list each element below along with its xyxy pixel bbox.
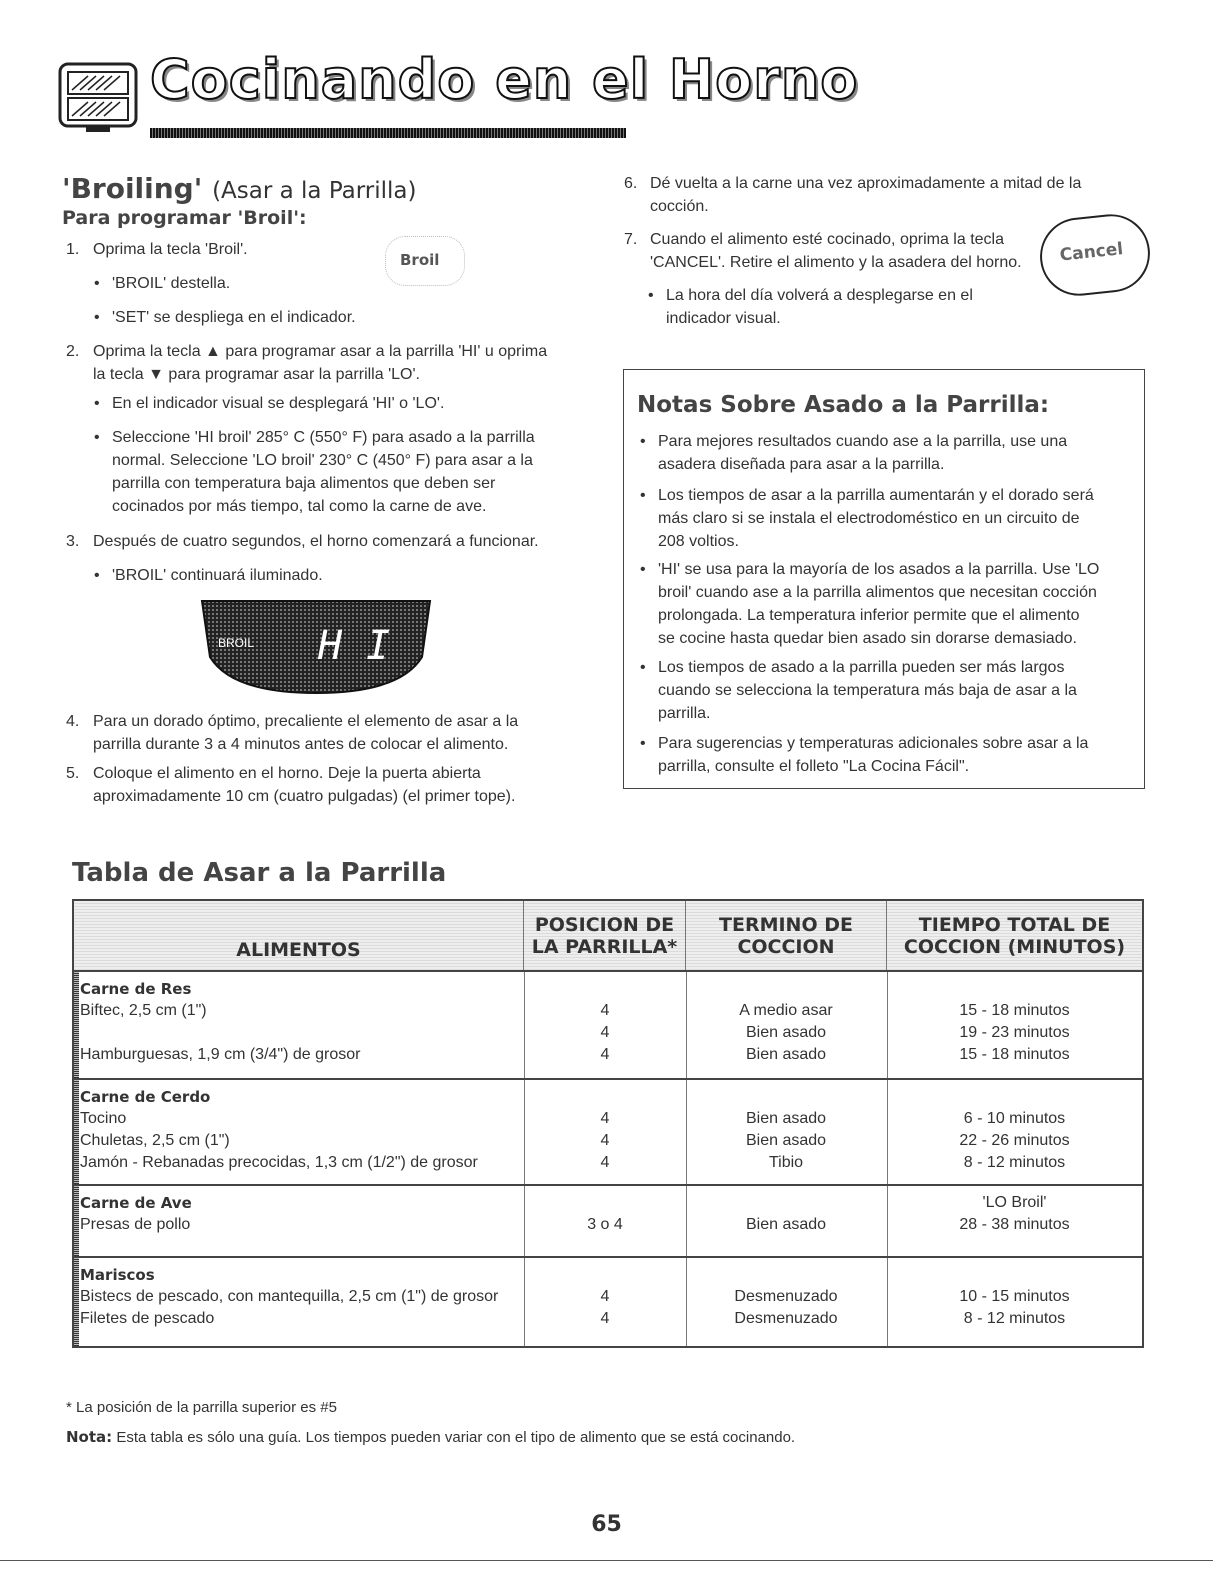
- cell-position: 4: [600, 1002, 610, 1019]
- note-4: • Los tiempos de asado a la parrilla pueden ser más largos cuando se selecciona la temperatura más baja de asar a la parrilla.: [658, 656, 1077, 725]
- broil-display-label: BROIL: [218, 636, 255, 650]
- cell-time: 8 - 12 minutos: [963, 1154, 1066, 1171]
- cell-food: Chuletas, 2,5 cm (1"): [80, 1132, 230, 1149]
- cell-position: 4: [600, 1154, 610, 1171]
- table-footnote: * La posición de la parrilla superior es #5: [66, 1399, 337, 1416]
- table-group-header: [74, 1264, 1142, 1286]
- cell-time: 10 - 15 minutos: [959, 1288, 1070, 1305]
- cell-time: 6 - 10 minutos: [963, 1110, 1066, 1127]
- oven-icon: [58, 62, 138, 134]
- page-bottom-rule: [0, 1560, 1213, 1561]
- table-group: [74, 972, 1142, 1080]
- step-1-bullet-1: • 'BROIL' destella.: [112, 272, 230, 295]
- cancel-key-label: Cancel: [1058, 239, 1125, 266]
- cell-position: 4: [600, 1288, 610, 1305]
- table-group-header: [74, 1086, 1142, 1108]
- cell-time: 19 - 23 minutos: [959, 1024, 1070, 1041]
- cell-doneness: Bien asado: [745, 1024, 827, 1041]
- cell-doneness: Bien asado: [745, 1110, 827, 1127]
- table-group: [74, 1186, 1142, 1258]
- table-header: [74, 901, 1142, 972]
- note-1: • Para mejores resultados cuando ase a la parrilla, use una asadera diseñada para asar a la parrilla.: [658, 430, 1067, 476]
- cell-food: Tocino: [80, 1110, 127, 1127]
- cell-time: 28 - 38 minutos: [959, 1216, 1070, 1233]
- step-1-text: Oprima la tecla 'Broil'.: [93, 241, 248, 258]
- group-name: Carne de Res: [80, 980, 192, 998]
- table-title: Tabla de Asar a la Parrilla: [72, 858, 447, 888]
- notes-box: [623, 369, 1145, 789]
- step-3-text: Después de cuatro segundos, el horno comenzará a funcionar.: [93, 533, 539, 550]
- page-title: Cocinando en el Horno: [150, 48, 859, 111]
- group-name: Carne de Cerdo: [80, 1088, 211, 1106]
- group-name: Carne de Ave: [80, 1194, 192, 1212]
- table-group: [74, 1258, 1142, 1346]
- cell-doneness: Bien asado: [745, 1046, 827, 1063]
- cell-position: 4: [600, 1110, 610, 1127]
- header-position: POSICION DE LA PARRILLA*: [524, 901, 686, 970]
- table-group-header: [74, 978, 1142, 1000]
- table-group-header: [74, 1192, 1142, 1214]
- broil-display-value: H I: [318, 623, 391, 669]
- table-row: [74, 1130, 1142, 1152]
- table-row: [74, 1044, 1142, 1066]
- cell-time: 22 - 26 minutos: [959, 1132, 1070, 1149]
- step-7-number: 7.: [624, 231, 638, 248]
- step-6-text: Dé vuelta a la carne una vez aproximadamente a mitad de la cocción.: [650, 175, 1082, 215]
- cell-position: 4: [600, 1046, 610, 1063]
- cell-doneness: Desmenuzado: [734, 1310, 838, 1327]
- table-body: [74, 972, 1142, 1346]
- broiling-title-sub: (Asar a la Parrilla): [212, 178, 417, 204]
- cell-food: Presas de pollo: [80, 1216, 191, 1233]
- cell-position: 4: [600, 1024, 610, 1041]
- step-2-bullet-1: • En el indicador visual se desplegará 'HI' o 'LO'.: [112, 392, 444, 415]
- step-5-text: Coloque el alimento en el horno. Deje la puerta abierta aproximadamente 10 cm (cuatro pulgadas) (el primer tope).: [93, 765, 516, 805]
- cell-time: 15 - 18 minutos: [959, 1046, 1070, 1063]
- notes-title: Notas Sobre Asado a la Parrilla:: [637, 392, 1050, 418]
- note-5: • Para sugerencias y temperaturas adicionales sobre asar a la parrilla, consulte el folleto "La Cocina Fácil".: [658, 732, 1088, 778]
- cell-food: Filetes de pescado: [80, 1310, 215, 1327]
- cell-doneness: Bien asado: [745, 1132, 827, 1149]
- cell-food: Hamburguesas, 1,9 cm (3/4") de grosor: [80, 1046, 361, 1063]
- group-name: Mariscos: [80, 1266, 155, 1284]
- table-row: [74, 1000, 1142, 1022]
- step-2-number: 2.: [66, 343, 80, 360]
- broil-key: [385, 236, 465, 286]
- cell-food: Bistecs de pescado, con mantequilla, 2,5 cm (1") de grosor: [80, 1288, 499, 1305]
- header-doneness: TERMINO DE COCCION: [686, 901, 887, 970]
- cell-doneness: Tibio: [768, 1154, 804, 1171]
- table-note-label: Nota:: [66, 1428, 113, 1446]
- title-rule: [150, 128, 626, 138]
- cell-food: Biftec, 2,5 cm (1"): [80, 1002, 207, 1019]
- broil-key-label: Broil: [400, 251, 440, 269]
- broiling-heading: [62, 172, 417, 205]
- table-row: [74, 1286, 1142, 1308]
- broil-display-image: [200, 597, 432, 697]
- step-5-number: 5.: [66, 765, 80, 782]
- cell-food: Jamón - Rebanadas precocidas, 1,3 cm (1/2") de grosor: [80, 1154, 478, 1171]
- step-3-bullet-1: • 'BROIL' continuará iluminado.: [112, 564, 323, 587]
- table-row: [74, 1108, 1142, 1130]
- cell-doneness: A medio asar: [739, 1002, 833, 1019]
- table-note: [66, 1426, 795, 1449]
- step-1-bullet-2: • 'SET' se despliega en el indicador.: [112, 306, 356, 329]
- table-note-text: Esta tabla es sólo una guía. Los tiempos pueden variar con el tipo de alimento que se está cocinando.: [116, 1429, 796, 1446]
- table-row: [74, 1308, 1142, 1330]
- cell-position: 4: [600, 1132, 610, 1149]
- step-7-text: Cuando el alimento esté cocinado, oprima la tecla 'CANCEL'. Retire el alimento y la asadera del horno.: [650, 231, 1022, 271]
- page-number: 65: [591, 1512, 622, 1537]
- step-2-text: Oprima la tecla ▲ para programar asar a la parrilla 'HI' u oprima la tecla ▼ para programar asar la parrilla 'LO'.: [93, 343, 548, 383]
- cell-time: 15 - 18 minutos: [959, 1002, 1070, 1019]
- step-3-number: 3.: [66, 533, 80, 550]
- cell-doneness: Bien asado: [745, 1216, 827, 1233]
- step-4-text: Para un dorado óptimo, precaliente el elemento de asar a la parrilla durante 3 a 4 minutos antes de colocar el alimento.: [93, 713, 519, 753]
- step-2-bullet-2: • Seleccione 'HI broil' 285° C (550° F) para asado a la parrilla normal. Seleccione 'LO broil' 230° C (450° F) para asar a la parrilla con temperatura baja alimentos que deben ser cocinados por más tiempo, tal como la carne de ave.: [112, 426, 535, 518]
- step-4-number: 4.: [66, 713, 80, 730]
- step-7-bullet-1: • La hora del día volverá a desplegarse en el indicador visual.: [666, 284, 973, 330]
- table-row: [74, 1152, 1142, 1174]
- step-1-number: 1.: [66, 241, 80, 258]
- table-group: [74, 1080, 1142, 1186]
- table-row: [74, 1022, 1142, 1044]
- header-time: TIEMPO TOTAL DE COCCION (MINUTOS): [903, 913, 1126, 958]
- note-3: • 'HI' se usa para la mayoría de los asados a la parrilla. Use 'LO broil' cuando ase a la parrilla alimentos que necesitan cocción prolongada. La temperatura inferior permite que el alimento se cocine hasta quedar bien asado sin dorarse demasiado.: [658, 558, 1099, 650]
- cell-doneness: Desmenuzado: [734, 1288, 838, 1305]
- cancel-key: [1036, 210, 1154, 299]
- cell-position: 4: [600, 1310, 610, 1327]
- broil-program-subtitle: Para programar 'Broil':: [62, 207, 307, 229]
- header-food: ALIMENTOS: [74, 901, 524, 970]
- table-row: [74, 1214, 1142, 1236]
- cell-time: 8 - 12 minutos: [963, 1310, 1066, 1327]
- step-6-number: 6.: [624, 175, 638, 192]
- cell-position: 3 o 4: [587, 1216, 623, 1233]
- note-2: • Los tiempos de asar a la parrilla aumentarán y el dorado será más claro si se instala el electrodoméstico en un circuito de 208 voltios.: [658, 484, 1094, 553]
- broil-table: [72, 899, 1144, 1348]
- broiling-title: 'Broiling': [62, 172, 203, 205]
- group-time-note: 'LO Broil': [982, 1194, 1047, 1211]
